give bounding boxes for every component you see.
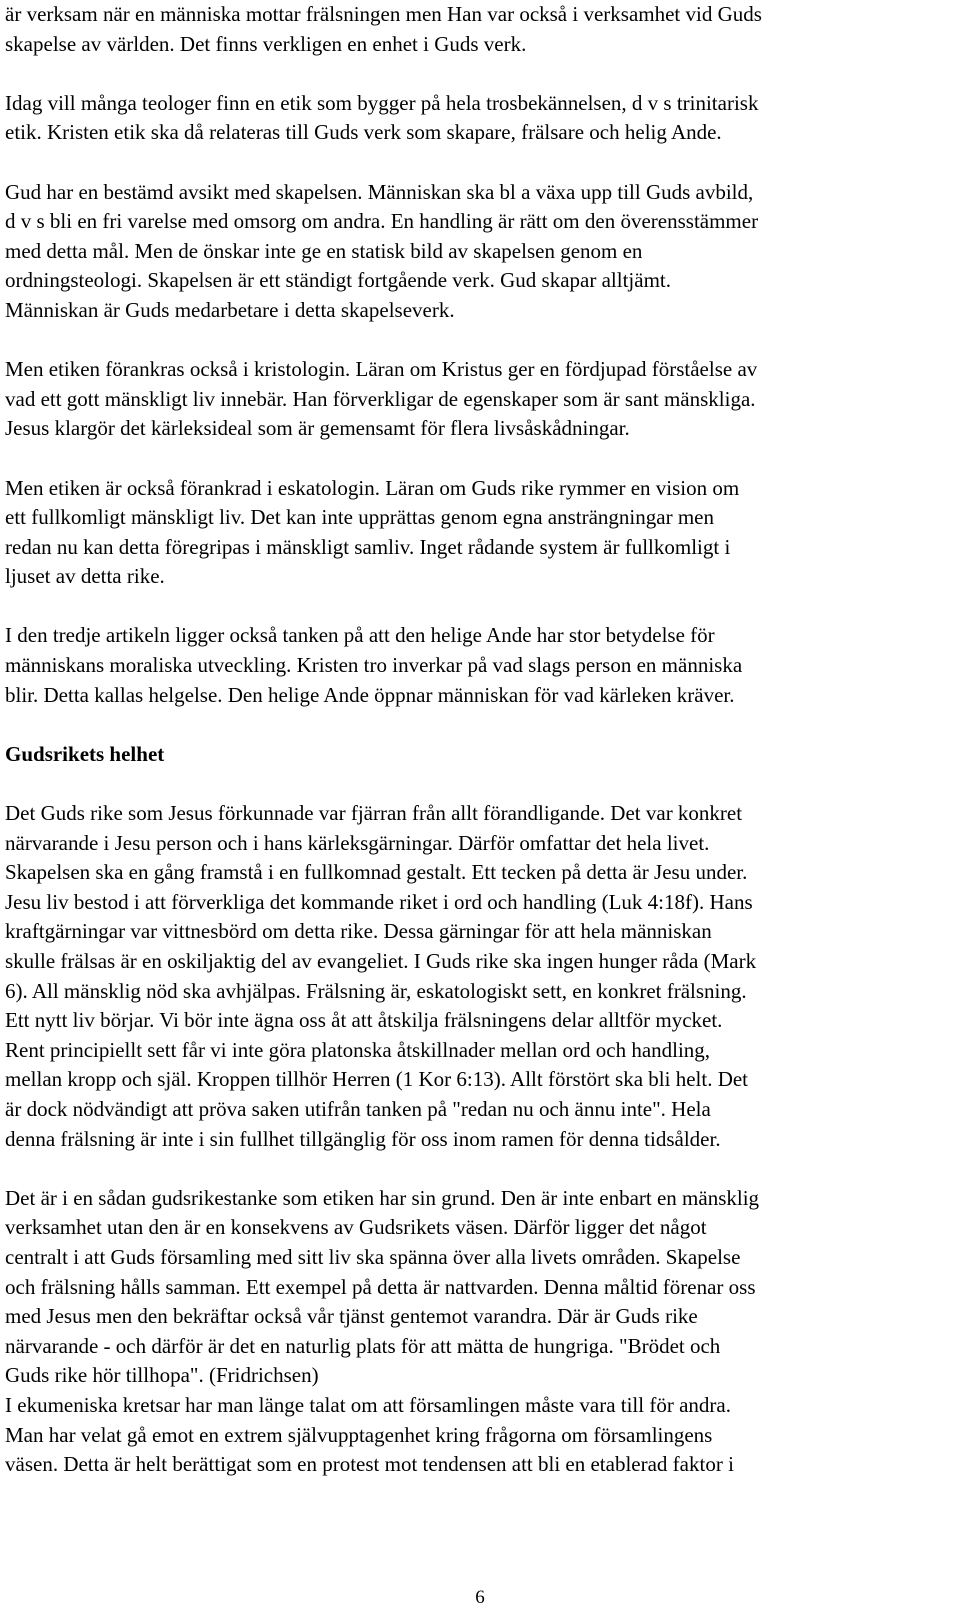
text-line: ljuset av detta rike. (5, 564, 165, 589)
text-line: Det är i en sådan gudsrikestanke som etiken har sin grund. Den är inte enbart en mänsklig (5, 1185, 760, 1210)
text-line: kraftgärningar var vittnesbörd om detta rike. Dessa gärningar för att hela människan (5, 919, 712, 944)
text-line: Människan är Guds medarbetare i detta skapelseverk. (5, 297, 455, 322)
text-line: denna frälsning är inte i sin fullhet tillgänglig för oss inom ramen för denna tidsålder. (5, 1126, 721, 1151)
text-line: Jesus klargör det kärleksideal som är gemensamt för flera livsåskådningar. (5, 416, 630, 441)
text-line: redan nu kan detta föregripas i mänskligt samliv. Inget rådande system är fullkomligt i (5, 534, 731, 559)
paragraph (5, 621, 955, 710)
text-line: Men etiken är också förankrad i eskatologin. Läran om Guds rike rymmer en vision om (5, 475, 740, 500)
text-line: med Jesus men den bekräftar också vår tjänst gentemot varandra. Där är Guds rike (5, 1304, 698, 1329)
text-line: verksamhet utan den är en konsekvens av Gudsrikets väsen. Därför ligger det något (5, 1215, 707, 1240)
text-line: etik. Kristen etik ska då relateras till Guds verk som skapare, frälsare och helig Ande. (5, 120, 722, 145)
paragraph (5, 89, 955, 148)
paragraph (5, 1391, 955, 1480)
paragraph (5, 1184, 955, 1391)
paragraph (5, 799, 955, 1154)
text-line: Skapelsen ska en gång framstå i en fullkomnad gestalt. Ett tecken på detta är Jesu under. (5, 860, 748, 885)
text-line: närvarande - och därför är det en naturlig plats för att mätta de hungriga. "Brödet och (5, 1333, 721, 1358)
text-line: d v s bli en fri varelse med omsorg om andra. En handling är rätt om den överensstämmer (5, 209, 759, 234)
text-line: I den tredje artikeln ligger också tanken på att den helige Ande har stor betydelse för (5, 623, 715, 648)
text-line: Gud har en bestämd avsikt med skapelsen. Människan ska bl a växa upp till Guds avbild, (5, 179, 754, 204)
text-line: Det Guds rike som Jesus förkunnade var fjärran från allt förandligande. Det var konkret (5, 801, 743, 826)
text-line: ordningsteologi. Skapelsen är ett ständigt fortgående verk. Gud skapar alltjämt. (5, 268, 671, 293)
text-line: Man har velat gå emot en extrem självupptagenhet kring frågorna om församlingens (5, 1422, 713, 1447)
text-line: Guds rike hör tillhopa". (Fridrichsen) (5, 1363, 319, 1388)
text-line: vad ett gott mänskligt liv innebär. Han förverkligar de egenskaper som är sant mänskliga. (5, 386, 756, 411)
paragraph (5, 474, 955, 592)
text-line: ett fullkomligt mänskligt liv. Det kan inte upprättas genom egna ansträngningar men (5, 505, 714, 530)
text-line: Ett nytt liv börjar. Vi bör inte ägna oss åt att åtskilja frälsningens delar alltför mycket. (5, 1008, 723, 1033)
document-body (5, 0, 955, 1480)
text-line: Jesu liv bestod i att förverkliga det kommande riket i ord och handling (Luk 4:18f). Hans (5, 889, 753, 914)
paragraph (5, 0, 955, 59)
text-line: blir. Detta kallas helgelse. Den helige Ande öppnar människan för vad kärleken kräver. (5, 682, 735, 707)
text-line: och frälsning hålls samman. Ett exempel på detta är nattvarden. Denna måltid förenar oss (5, 1274, 756, 1299)
text-line: centralt i att Guds församling med sitt liv ska spänna över alla livets områden. Skapelse (5, 1244, 741, 1269)
text-line: Idag vill många teologer finn en etik som bygger på hela trosbekännelsen, d v s trinitarisk (5, 90, 759, 115)
text-line: är dock nödvändigt att pröva saken utifrån tanken på "redan nu och ännu inte". Hela (5, 1096, 711, 1121)
text-line: med detta mål. Men de önskar inte ge en statisk bild av skapelsen genom en (5, 238, 643, 263)
text-line: skapelse av världen. Det finns verkligen en enhet i Guds verk. (5, 31, 527, 56)
section-heading (5, 740, 955, 770)
text-line: I ekumeniska kretsar har man länge talat om att församlingen måste vara till för andra. (5, 1392, 731, 1417)
text-line: människans moraliska utveckling. Kristen tro inverkar på vad slags person en människa (5, 653, 743, 678)
text-line: mellan kropp och själ. Kroppen tillhör Herren (1 Kor 6:13). Allt förstört ska bli helt. Det (5, 1067, 749, 1092)
text-line: skulle frälsas är en oskiljaktig del av evangeliet. I Guds rike ska ingen hunger råda (Mark (5, 949, 757, 973)
text-line: väsen. Detta är helt berättigat som en protest mot tendensen att bli en etablerad faktor i (5, 1452, 734, 1477)
text-line: Rent principiellt sett får vi inte göra platonska åtskillnader mellan ord och handling, (5, 1037, 711, 1062)
paragraph (5, 178, 955, 326)
page-number: 6 (475, 1587, 485, 1608)
text-line: närvarande i Jesu person och i hans kärleksgärningar. Därför omfattar det hela livet. (5, 830, 710, 855)
text-line: är verksam när en människa mottar frälsningen men Han var också i verksamhet vid Guds (5, 2, 762, 26)
paragraph (5, 355, 955, 444)
text-line: Gudsrikets helhet (5, 741, 165, 766)
text-line: 6). All mänsklig nöd ska avhjälpas. Frälsning är, eskatologiskt sett, en konkret frälsning. (5, 978, 747, 1003)
text-line: Men etiken förankras också i kristologin. Läran om Kristus ger en fördjupad förståelse av (5, 357, 758, 382)
document-page (5, 0, 955, 1509)
